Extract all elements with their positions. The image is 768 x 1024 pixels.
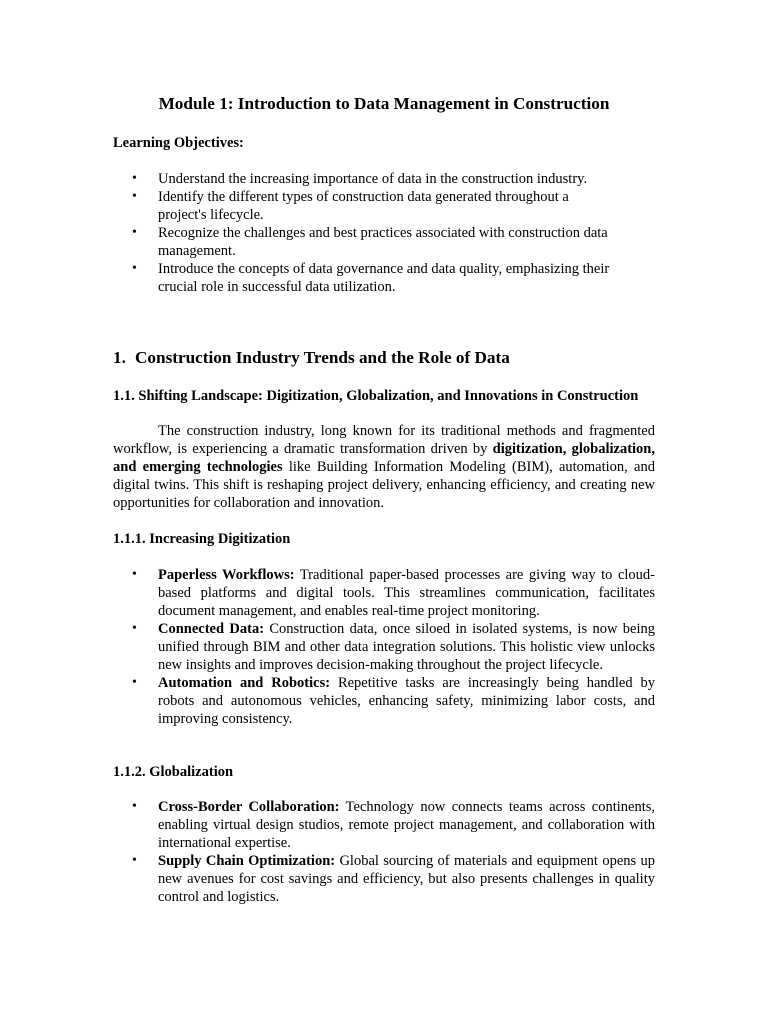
section-heading	[113, 348, 510, 368]
list-item-body: Construction data, once siloed in isolated systems, is now being unified through BIM and other data integration solutions. This holistic view unlocks new insights and improves decision-making throughout the project lifecycle.	[158, 621, 655, 673]
list-item	[0, 674, 655, 728]
bullet-icon: •	[132, 853, 137, 868]
bullet-icon: •	[132, 675, 137, 690]
list-item-label: Supply Chain Optimization:	[158, 853, 336, 869]
intro-paragraph	[113, 422, 655, 512]
section-number: 1.	[113, 348, 126, 367]
list-item-body: Traditional paper-based processes are giving way to cloud- based platforms and digital tools. This streamlines communication, facilitates document management, and enables real-time project monitoring.	[158, 567, 655, 619]
list-item-label: Automation and Robotics:	[158, 675, 331, 691]
list-item	[0, 188, 620, 224]
globalization-list	[0, 798, 655, 906]
list-item-text	[158, 674, 655, 728]
list-item-body: Repetitive tasks are increasingly being handled by robots and autonomous vehicles, enhancing safety, minimizing labor costs, and improving consistency.	[158, 675, 655, 727]
list-item-text	[158, 798, 655, 852]
bullet-icon: •	[132, 799, 137, 814]
bullet-icon: •	[132, 225, 137, 240]
list-item-body: Global sourcing of materials and equipment opens up new avenues for cost savings and efficiency, but also presents challenges in quality control and logistics.	[158, 853, 655, 905]
list-item	[0, 798, 655, 852]
page-title: Module 1: Introduction to Data Management in Construction	[158, 94, 610, 113]
section-title: Construction Industry Trends and the Role of Data	[135, 348, 510, 367]
subsection-heading-1-1: 1.1. Shifting Landscape: Digitization, Globalization, and Innovations in Construction	[113, 388, 639, 404]
digitization-list	[0, 566, 655, 728]
paragraph-emphasis: digitization, globalization, and emerging technologies	[113, 441, 655, 475]
bullet-icon: •	[132, 567, 137, 582]
list-item-label: Paperless Workflows:	[158, 567, 295, 583]
list-item	[0, 224, 620, 260]
bullet-icon: •	[132, 621, 137, 636]
list-item-text: Introduce the concepts of data governance and data quality, emphasizing their crucial role in successful data utilization.	[158, 261, 610, 295]
subsection-heading-1-1-1: 1.1.1. Increasing Digitization	[113, 531, 291, 547]
list-item	[0, 170, 620, 188]
list-item-text	[158, 620, 655, 674]
list-item-label: Connected Data:	[158, 621, 265, 637]
paragraph-text: The construction industry, long known for its traditional methods and fragmented workflow, is experiencing a dramatic transformation driven by	[113, 423, 655, 457]
list-item-text: Understand the increasing importance of data in the construction industry.	[158, 171, 588, 187]
list-item-text	[158, 852, 655, 906]
list-item-text: Identify the different types of construction data generated throughout a project's lifecycle.	[158, 189, 569, 223]
list-item-text: Recognize the challenges and best practices associated with construction data management.	[158, 225, 608, 259]
learning-objectives-heading: Learning Objectives:	[113, 135, 244, 151]
bullet-icon: •	[132, 171, 137, 186]
bullet-icon: •	[132, 189, 137, 204]
list-item-body: Technology now connects teams across continents, enabling virtual design studios, remote project management, and collaboration with international expertise.	[158, 799, 655, 851]
list-item	[0, 620, 655, 674]
list-item	[0, 852, 655, 906]
list-item-text	[158, 566, 655, 620]
learning-objectives-list	[0, 170, 620, 296]
bullet-icon: •	[132, 261, 137, 276]
subsection-heading-1-1-2: 1.1.2. Globalization	[113, 764, 234, 780]
list-item	[0, 566, 655, 620]
list-item	[0, 260, 620, 296]
paragraph-text: like Building Information Modeling (BIM), automation, and digital twins. This shift is reshaping project delivery, enhancing efficiency, and creating new opportunities for collaboration and innovation.	[113, 459, 655, 511]
list-item-label: Cross-Border Collaboration:	[158, 799, 340, 815]
